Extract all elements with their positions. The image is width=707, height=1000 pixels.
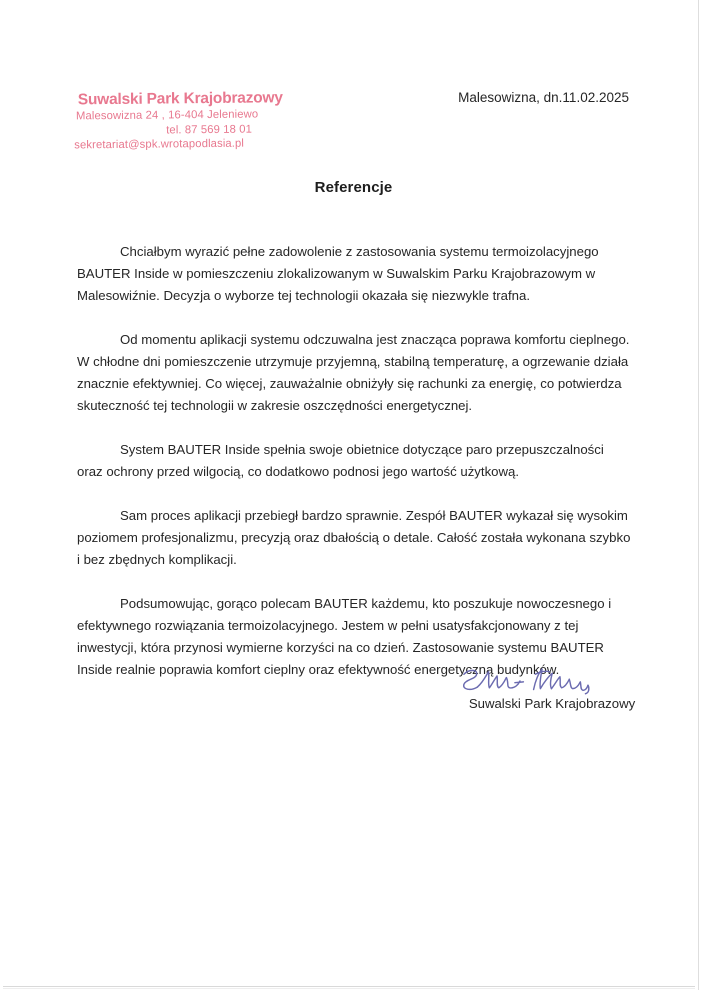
handwritten-signature-icon [452, 664, 622, 698]
body-paragraph: Podsumowując, gorąco polecam BAUTER każdemu, kto poszukuje nowoczesnego i efektywnego rozwiązania termoizolacyjnego. Jestem w pełni usatysfakcjonowany z tej inwestycji, która przynosi wymierne korzyści na co dzień. Zastosowanie systemu BAUTER Inside realnie poprawia komfort cieplny oraz efektywność energetyczną budynków. [77, 596, 612, 677]
stamp-organization-name: Suwalski Park Krajobrazowy [77, 89, 283, 109]
stamp-phone: tel. 87 569 18 01 [166, 123, 253, 137]
date-line: Malesowizna, dn.11.02.2025 [458, 90, 629, 105]
signature-block [452, 664, 652, 711]
page-title: Referencje [314, 179, 393, 196]
page-edge-bottom-shadow [3, 988, 695, 989]
body-paragraph: System BAUTER Inside spełnia swoje obietnice dotyczące paro przepuszczalności oraz ochrony przed wilgocią, co dodatkowo podnosi jego wartość użytkową. [77, 442, 604, 479]
body-paragraph: Od momentu aplikacji systemu odczuwalna jest znacząca poprawa komfortu cieplnego. W chłodne dni pomieszczenie utrzymuje przyjemną, stabilną temperaturę, a ogrzewanie działa znacznie efektywniej. Co więcej, zauważalnie obniżyły się rachunki za energię, co potwierdza skuteczność tej technologii w zakresie oszczędności energetycznej. [77, 332, 630, 413]
signer-name: Suwalski Park Krajobrazowy [468, 696, 636, 711]
stamp-email: sekretariat@spk.wrotapodlasia.pl [74, 137, 245, 152]
body-paragraph: Sam proces aplikacji przebiegł bardzo sprawnie. Zespół BAUTER wykazał się wysokim poziomem profesjonalizmu, precyzją oraz dbałością o detale. Całość została wykonana szybko i bez zbędnych komplikacji. [77, 508, 631, 567]
page-edge-right [698, 0, 699, 990]
letterhead-stamp [74, 89, 345, 153]
body-paragraph: Chciałbym wyrazić pełne zadowolenie z zastosowania systemu termoizolacyjnego BAUTER Inside w pomieszczeniu zlokalizowanym w Suwalskim Parku Krajobrazowym w Malesowiźnie. Decyzja o wyborze tej technologii okazała się niezwykle trafna. [77, 244, 599, 303]
page-edge-bottom [3, 986, 695, 987]
letter-body [77, 241, 633, 681]
stamp-address: Malesowizna 24 , 16-404 Jeleniewo [75, 108, 259, 123]
